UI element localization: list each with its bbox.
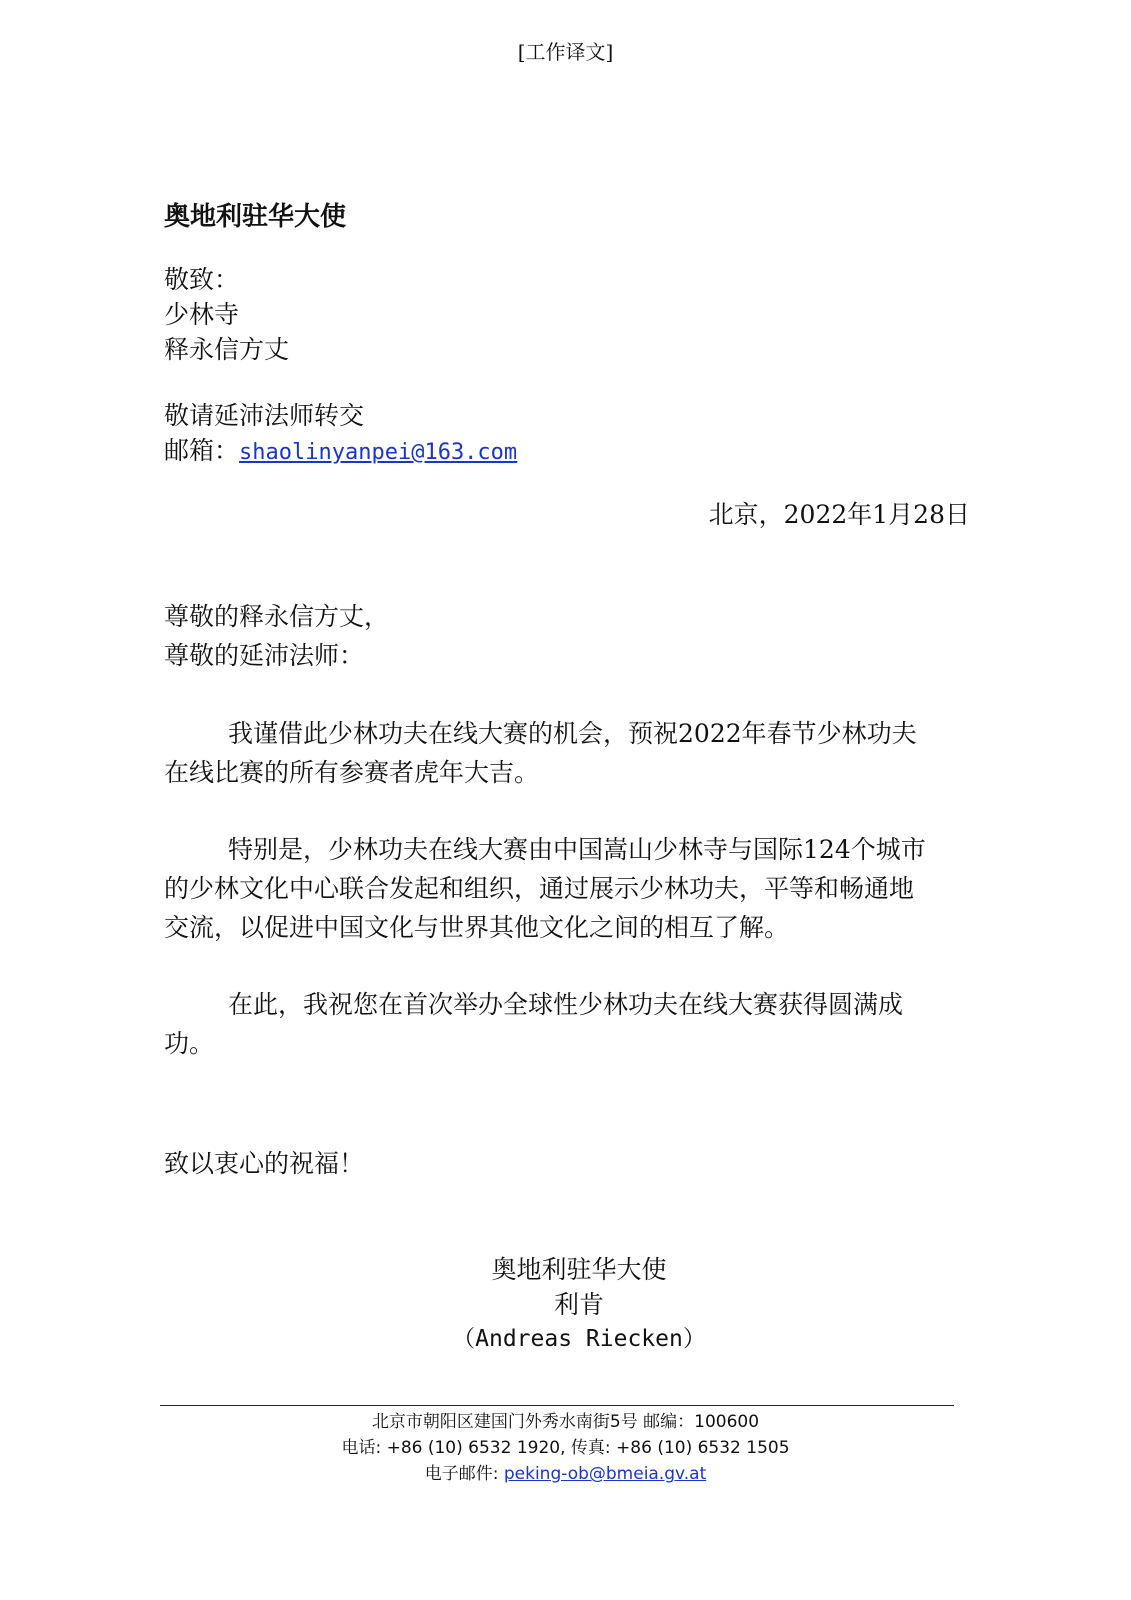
- paragraph-line: 在此，我祝您在首次举办全球性少林功夫在线大赛获得圆满成: [228, 990, 904, 1019]
- recipient-name: 释永信方丈: [164, 335, 290, 364]
- forwarding-email-label: 邮箱：: [164, 436, 240, 465]
- recipient-block: [164, 262, 289, 367]
- document-label: [工作译文]: [517, 40, 614, 64]
- footer-address: 北京市朝阳区建国门外秀水南街5号 邮编：100600: [371, 1412, 760, 1432]
- forwarding-note: 敬请延沛法师转交: [164, 401, 365, 430]
- salutation-line: 尊敬的延沛法师：: [164, 641, 365, 670]
- recipient-organization: 少林寺: [164, 300, 240, 329]
- salutation-block: [164, 597, 389, 675]
- forwarding-email-line: [164, 433, 517, 470]
- signature-name-latin: （Andreas Riecken）: [452, 1326, 706, 1352]
- sender-title: 奥地利驻华大使: [164, 202, 347, 232]
- footer-email-line: [0, 1461, 1131, 1487]
- body-paragraph: [164, 830, 966, 947]
- footer-divider: [160, 1405, 954, 1406]
- paragraph-line: 特别是，少林功夫在线大赛由中国嵩山少林寺与国际124个城市: [228, 835, 926, 864]
- signature-block: [374, 1252, 784, 1357]
- letter-date: 北京，2022年1月28日: [708, 500, 970, 529]
- paragraph-line: 功。: [164, 1029, 215, 1058]
- footer-email-link[interactable]: peking-ob@bmeia.gv.at: [503, 1464, 707, 1484]
- footer: [0, 1409, 1131, 1487]
- signature-title: 奥地利驻华大使: [491, 1255, 667, 1284]
- forwarding-email-link[interactable]: shaolinyanpei@163.com: [239, 440, 518, 465]
- closing-line: 致以衷心的祝福！: [164, 1149, 365, 1178]
- recipient-greeting: 敬致：: [164, 265, 240, 294]
- forwarding-block: [164, 398, 517, 470]
- paragraph-line: 我谨借此少林功夫在线大赛的机会，预祝2022年春节少林功夫: [228, 719, 917, 748]
- signature-name-chinese: 利肯: [553, 1290, 604, 1319]
- body-paragraph: [164, 985, 966, 1063]
- salutation-line: 尊敬的释永信方丈，: [164, 602, 390, 631]
- paragraph-line: 交流，以促进中国文化与世界其他文化之间的相互了解。: [164, 913, 790, 942]
- paragraph-line: 在线比赛的所有参赛者虎年大吉。: [164, 758, 540, 787]
- footer-phone-fax: 电话: +86 (10) 6532 1920, 传真: +86 (10) 6532 1505: [341, 1438, 790, 1458]
- body-paragraph: [164, 714, 966, 792]
- paragraph-line: 的少林文化中心联合发起和组织，通过展示少林功夫，平等和畅通地: [164, 874, 915, 903]
- footer-email-label: 电子邮件:: [424, 1464, 504, 1484]
